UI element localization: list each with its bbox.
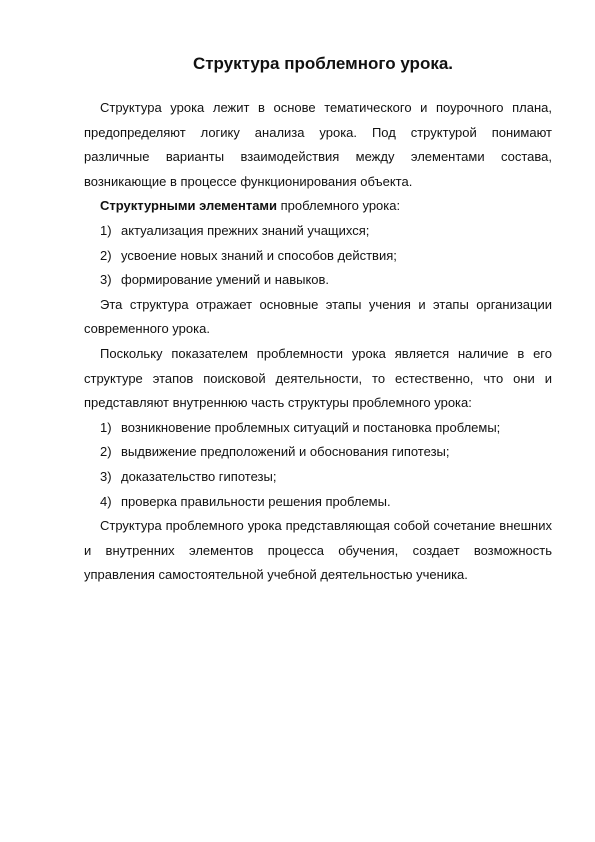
list-item-text: усвоение новых знаний и способов действия; xyxy=(121,247,397,263)
list-item xyxy=(100,416,552,441)
list-item xyxy=(100,440,552,465)
list-item xyxy=(100,219,552,244)
list-item-number: 1) xyxy=(100,419,112,435)
list-item xyxy=(100,490,552,515)
elements-heading-bold: Структурными элементами xyxy=(100,198,278,214)
list-item-text: проверка правильности решения проблемы. xyxy=(121,493,391,509)
list-item-number: 3) xyxy=(100,272,112,288)
list-item-number: 3) xyxy=(100,468,112,484)
list-item xyxy=(100,244,552,269)
elements-heading xyxy=(84,194,552,219)
list-item xyxy=(100,268,552,293)
inner-structure-list xyxy=(84,416,552,514)
list-item-number: 2) xyxy=(100,247,112,263)
list-item-text: актуализация прежних знаний учащихся; xyxy=(121,222,370,238)
list-item-number: 4) xyxy=(100,493,112,509)
elements-heading-rest: проблемного урока: xyxy=(277,198,401,214)
elements-list xyxy=(84,219,552,293)
list-item-text: выдвижение предположений и обоснования гипотезы; xyxy=(121,444,450,460)
conclusion-paragraph: Структура проблемного урока представляющая собой сочетание внешних и внутренних элементов процесса обучения, создает возможность управления самостоятельной учебной деятельностью ученика. xyxy=(84,518,552,583)
indicator-paragraph: Поскольку показателем проблемности урока является наличие в его структуре этапов поисковой деятельности, то естественно, что они и представляют внутреннюю часть структуры проблемного урока: xyxy=(84,345,552,411)
list-item-text: доказательство гипотезы; xyxy=(121,468,277,484)
list-item-number: 2) xyxy=(100,444,112,460)
intro-paragraph: Структура урока лежит в основе тематического и поурочного плана, предопределяют логику анализа урока. Под структурой понимают различные варианты взаимодействия между элементами состава, возникающие в процессе функционирования объекта. xyxy=(84,100,552,189)
document-page xyxy=(84,54,552,588)
document-title: Структура проблемного урока. xyxy=(192,54,454,73)
list-item-number: 1) xyxy=(100,222,112,238)
list-item-text: возникновение проблемных ситуаций и постановка проблемы; xyxy=(121,419,501,435)
list-item-text: формирование умений и навыков. xyxy=(121,272,330,288)
stages-paragraph: Эта структура отражает основные этапы учения и этапы организации современного урока. xyxy=(84,296,552,337)
list-item xyxy=(100,465,552,490)
